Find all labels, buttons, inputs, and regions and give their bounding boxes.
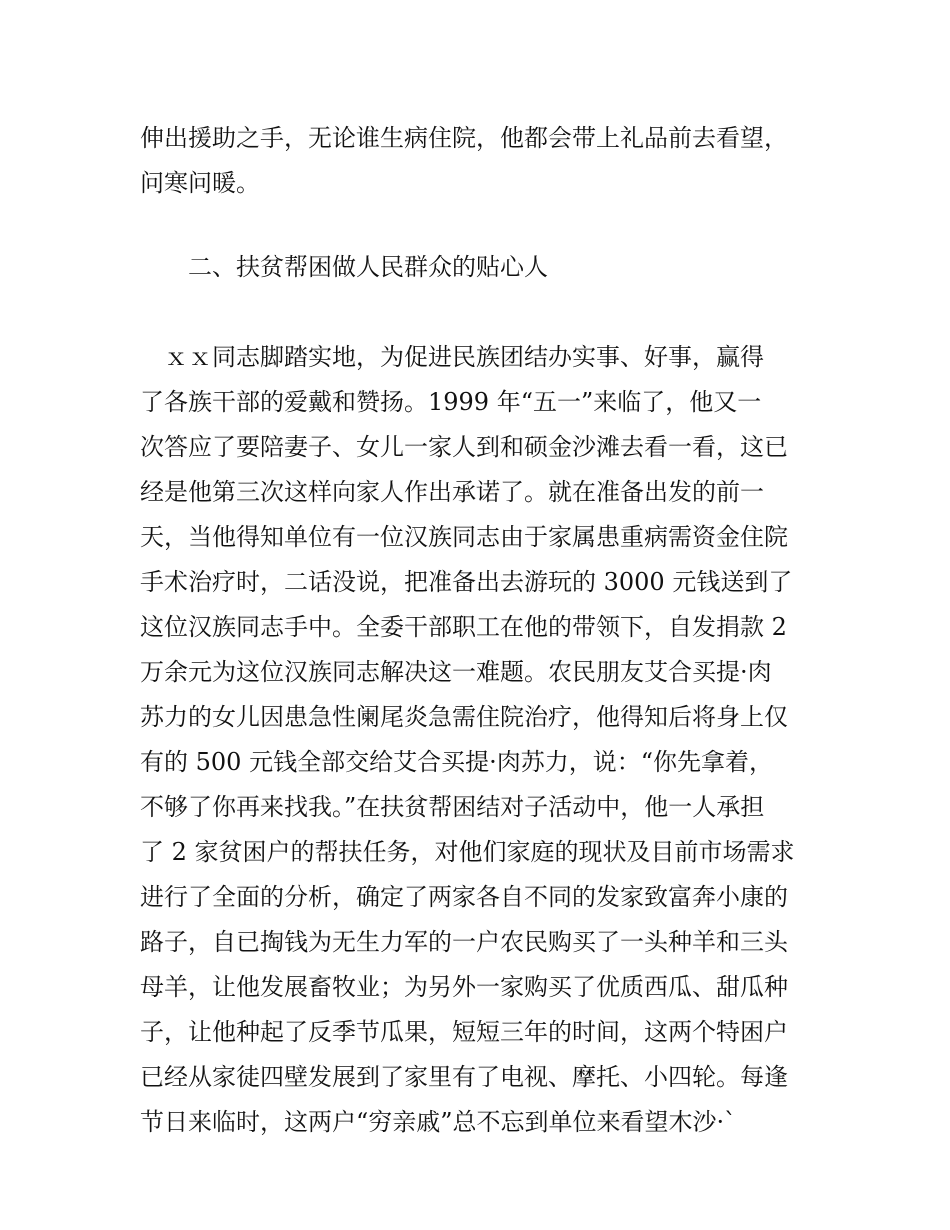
- text-line: 问寒问暖。: [140, 169, 260, 197]
- section-heading-text: 二、扶贫帮困做人民群众的贴心人: [140, 253, 548, 281]
- text-line: 经是他第三次这样向家人作出承诺了。就在准备出发的前一: [140, 478, 764, 506]
- text-line: 路子，自已掏钱为无生力军的一户农民购买了一头种羊和三头: [140, 928, 788, 956]
- text-line: 进行了全面的分析，确定了两家各自不同的发家致富奔小康的: [140, 883, 788, 911]
- paragraph-1: [140, 116, 812, 206]
- text-line: 节日来临时，这两户“穷亲戚”总不忘到单位来看望木沙·`: [140, 1108, 737, 1136]
- text-line: ｘｘ同志脚踏实地，为促进民族团结办实事、好事，赢得: [140, 343, 764, 371]
- text-line: 子，让他种起了反季节瓜果，短短三年的时间，这两个特困户: [140, 1018, 788, 1046]
- text-line: 已经从家徒四壁发展到了家里有了电视、摩托、小四轮。每逢: [140, 1063, 788, 1091]
- text-line: 了各族干部的爱戴和赞扬。1999 年“五一”来临了，他又一: [140, 388, 762, 416]
- text-line: 这位汉族同志手中。全委干部职工在他的带领下，自发捐款 2: [140, 613, 787, 641]
- text-line: 了 2 家贫困户的帮扶任务，对他们家庭的现状及目前市场需求: [140, 838, 795, 866]
- text-line: 万余元为这位汉族同志解决这一难题。农民朋友艾合买提·肉: [140, 658, 772, 686]
- text-line: 苏力的女儿因患急性阑尾炎急需住院治疗，他得知后将身上仅: [140, 703, 788, 731]
- text-line: 母羊，让他发展畜牧业；为另外一家购买了优质西瓜、甜瓜种: [140, 973, 788, 1001]
- section-heading: [140, 245, 812, 290]
- text-line: 不够了你再来找我。”在扶贫帮困结对子活动中，他一人承担: [140, 793, 765, 821]
- text-line: 次答应了要陪妻子、女儿一家人到和硕金沙滩去看一看，这已: [140, 433, 788, 461]
- paragraph-2: [140, 335, 812, 1145]
- text-line: 手术治疗时，二话没说，把准备出去游玩的 3000 元钱送到了: [140, 568, 793, 596]
- text-line: 有的 500 元钱全部交给艾合买提·肉苏力，说：“你先拿着，: [140, 748, 773, 776]
- text-line: 伸出援助之手，无论谁生病住院，他都会带上礼品前去看望，: [140, 124, 788, 152]
- text-line: 天，当他得知单位有一位汉族同志由于家属患重病需资金住院: [140, 523, 788, 551]
